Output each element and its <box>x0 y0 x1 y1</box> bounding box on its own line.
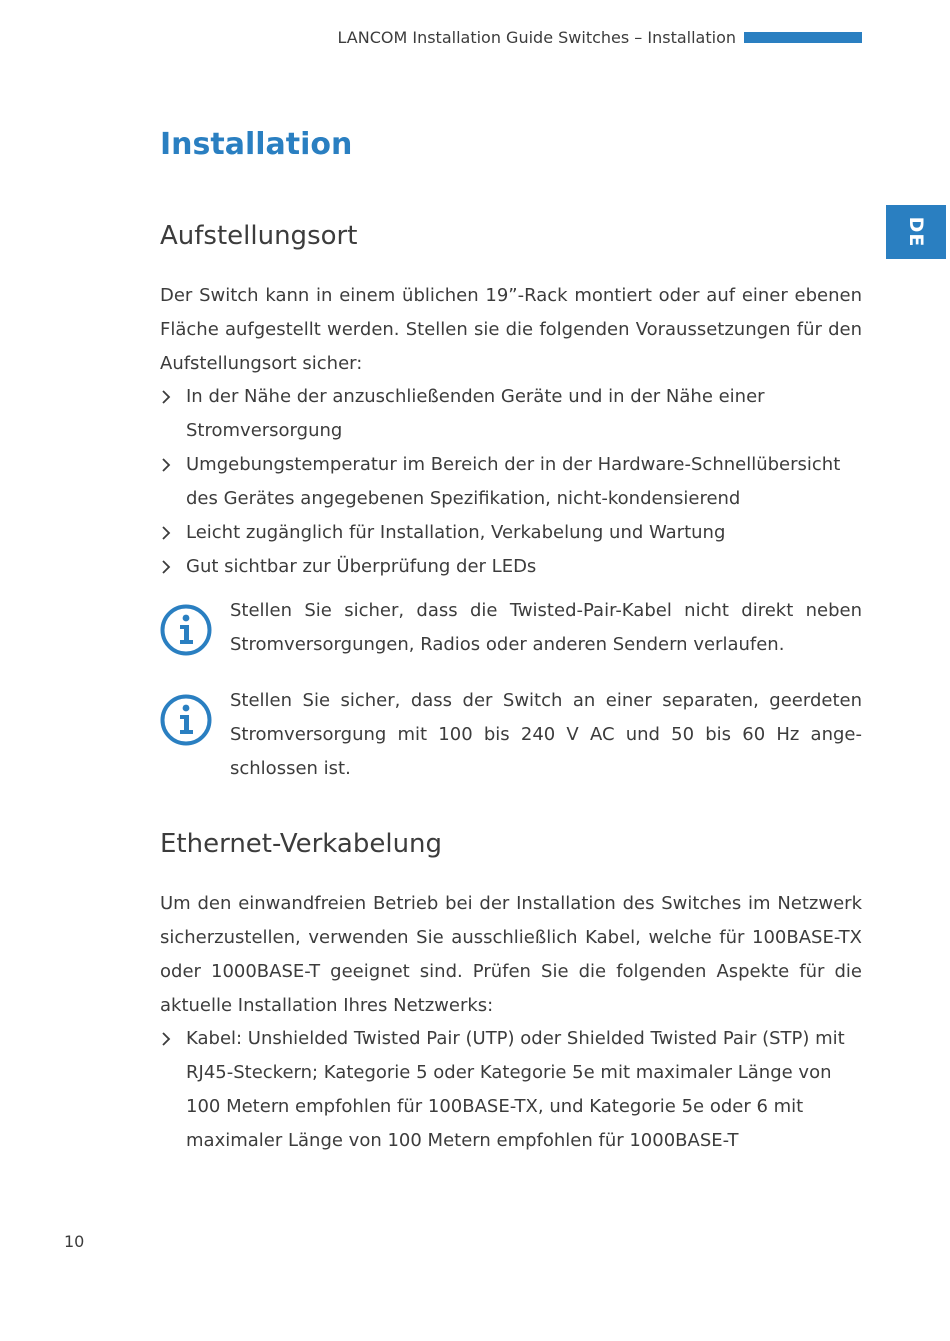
list-item <box>160 516 862 550</box>
list-item <box>160 380 862 448</box>
language-tab <box>886 205 946 259</box>
list-item <box>160 1022 862 1158</box>
note-text: Stellen Sie sicher, dass der Switch an einer separaten, geerdeten Stromversorgung mit 100 bis 240 V AC und 50 bis 60 Hz angeschlossen ist. <box>230 690 862 779</box>
cabling-bullet-list <box>160 1022 862 1158</box>
note-text: Stellen Sie sicher, dass die Twisted-Pair-Kabel nicht direkt neben Stromversorgungen, Radios oder anderen Sendern verlaufen. <box>230 600 862 655</box>
list-item-text: Leicht zugänglich für Installation, Verkabelung und Wartung <box>186 522 726 543</box>
list-item-text: In der Nähe der anzuschließenden Geräte und in der Nähe einer Stromversorgung <box>186 386 765 441</box>
page-number: 10 <box>64 1232 85 1251</box>
section-heading-cabling: Ethernet-Verkabelung <box>160 829 443 859</box>
info-icon <box>160 604 212 656</box>
list-item <box>160 550 862 584</box>
placement-intro: Der Switch kann in einem üblichen 19”-Rack montiert oder auf einer ebenen Fläche aufgestellt werden. Stellen sie die folgenden Voraussetzungen für den Aufstellungsort sicher: <box>160 285 862 374</box>
list-item-text: Kabel: Unshielded Twisted Pair (UTP) oder Shielded Twisted Pair (STP) mit RJ45-Steckern; Kategorie 5 oder Kategorie 5e mit maximaler Länge von 100 Metern empfohlen für 100BASE-TX, und Kategorie 5e oder 6 mit maximaler Länge von 100 Metern empfohlen für 1000BASE-T <box>186 1028 845 1151</box>
list-item-text: Gut sichtbar zur Überprüfung der LEDs <box>186 556 537 577</box>
chevron-right-icon <box>160 550 178 584</box>
running-title: LANCOM Installation Guide Switches – Installation <box>337 28 736 47</box>
language-tab-label: DE <box>905 216 927 248</box>
header-accent-bar <box>744 32 862 43</box>
placement-bullet-list <box>160 380 862 584</box>
chevron-right-icon <box>160 380 178 414</box>
chevron-right-icon <box>160 1022 178 1056</box>
info-icon <box>160 694 212 746</box>
cabling-intro: Um den einwandfreien Betrieb bei der Installation des Switches im Netzwerk sicherzustellen, verwenden Sie ausschließlich Kabel, welche für 100BASE-TX oder 1000BASE-T geeignet sind. Prüfen Sie die folgenden Aspekte für die aktuelle Installation Ihres Netzwerks: <box>160 893 862 1016</box>
page-title: Installation <box>160 127 353 162</box>
list-item <box>160 448 862 516</box>
chevron-right-icon <box>160 516 178 550</box>
info-note <box>160 684 862 786</box>
list-item-text: Umgebungstemperatur im Bereich der in der Hardware-Schnellübersicht des Gerätes angegebenen Spezifikation, nicht-kondensierend <box>186 454 841 509</box>
section-heading-placement: Aufstellungsort <box>160 221 358 251</box>
info-note <box>160 594 862 662</box>
chevron-right-icon <box>160 448 178 482</box>
